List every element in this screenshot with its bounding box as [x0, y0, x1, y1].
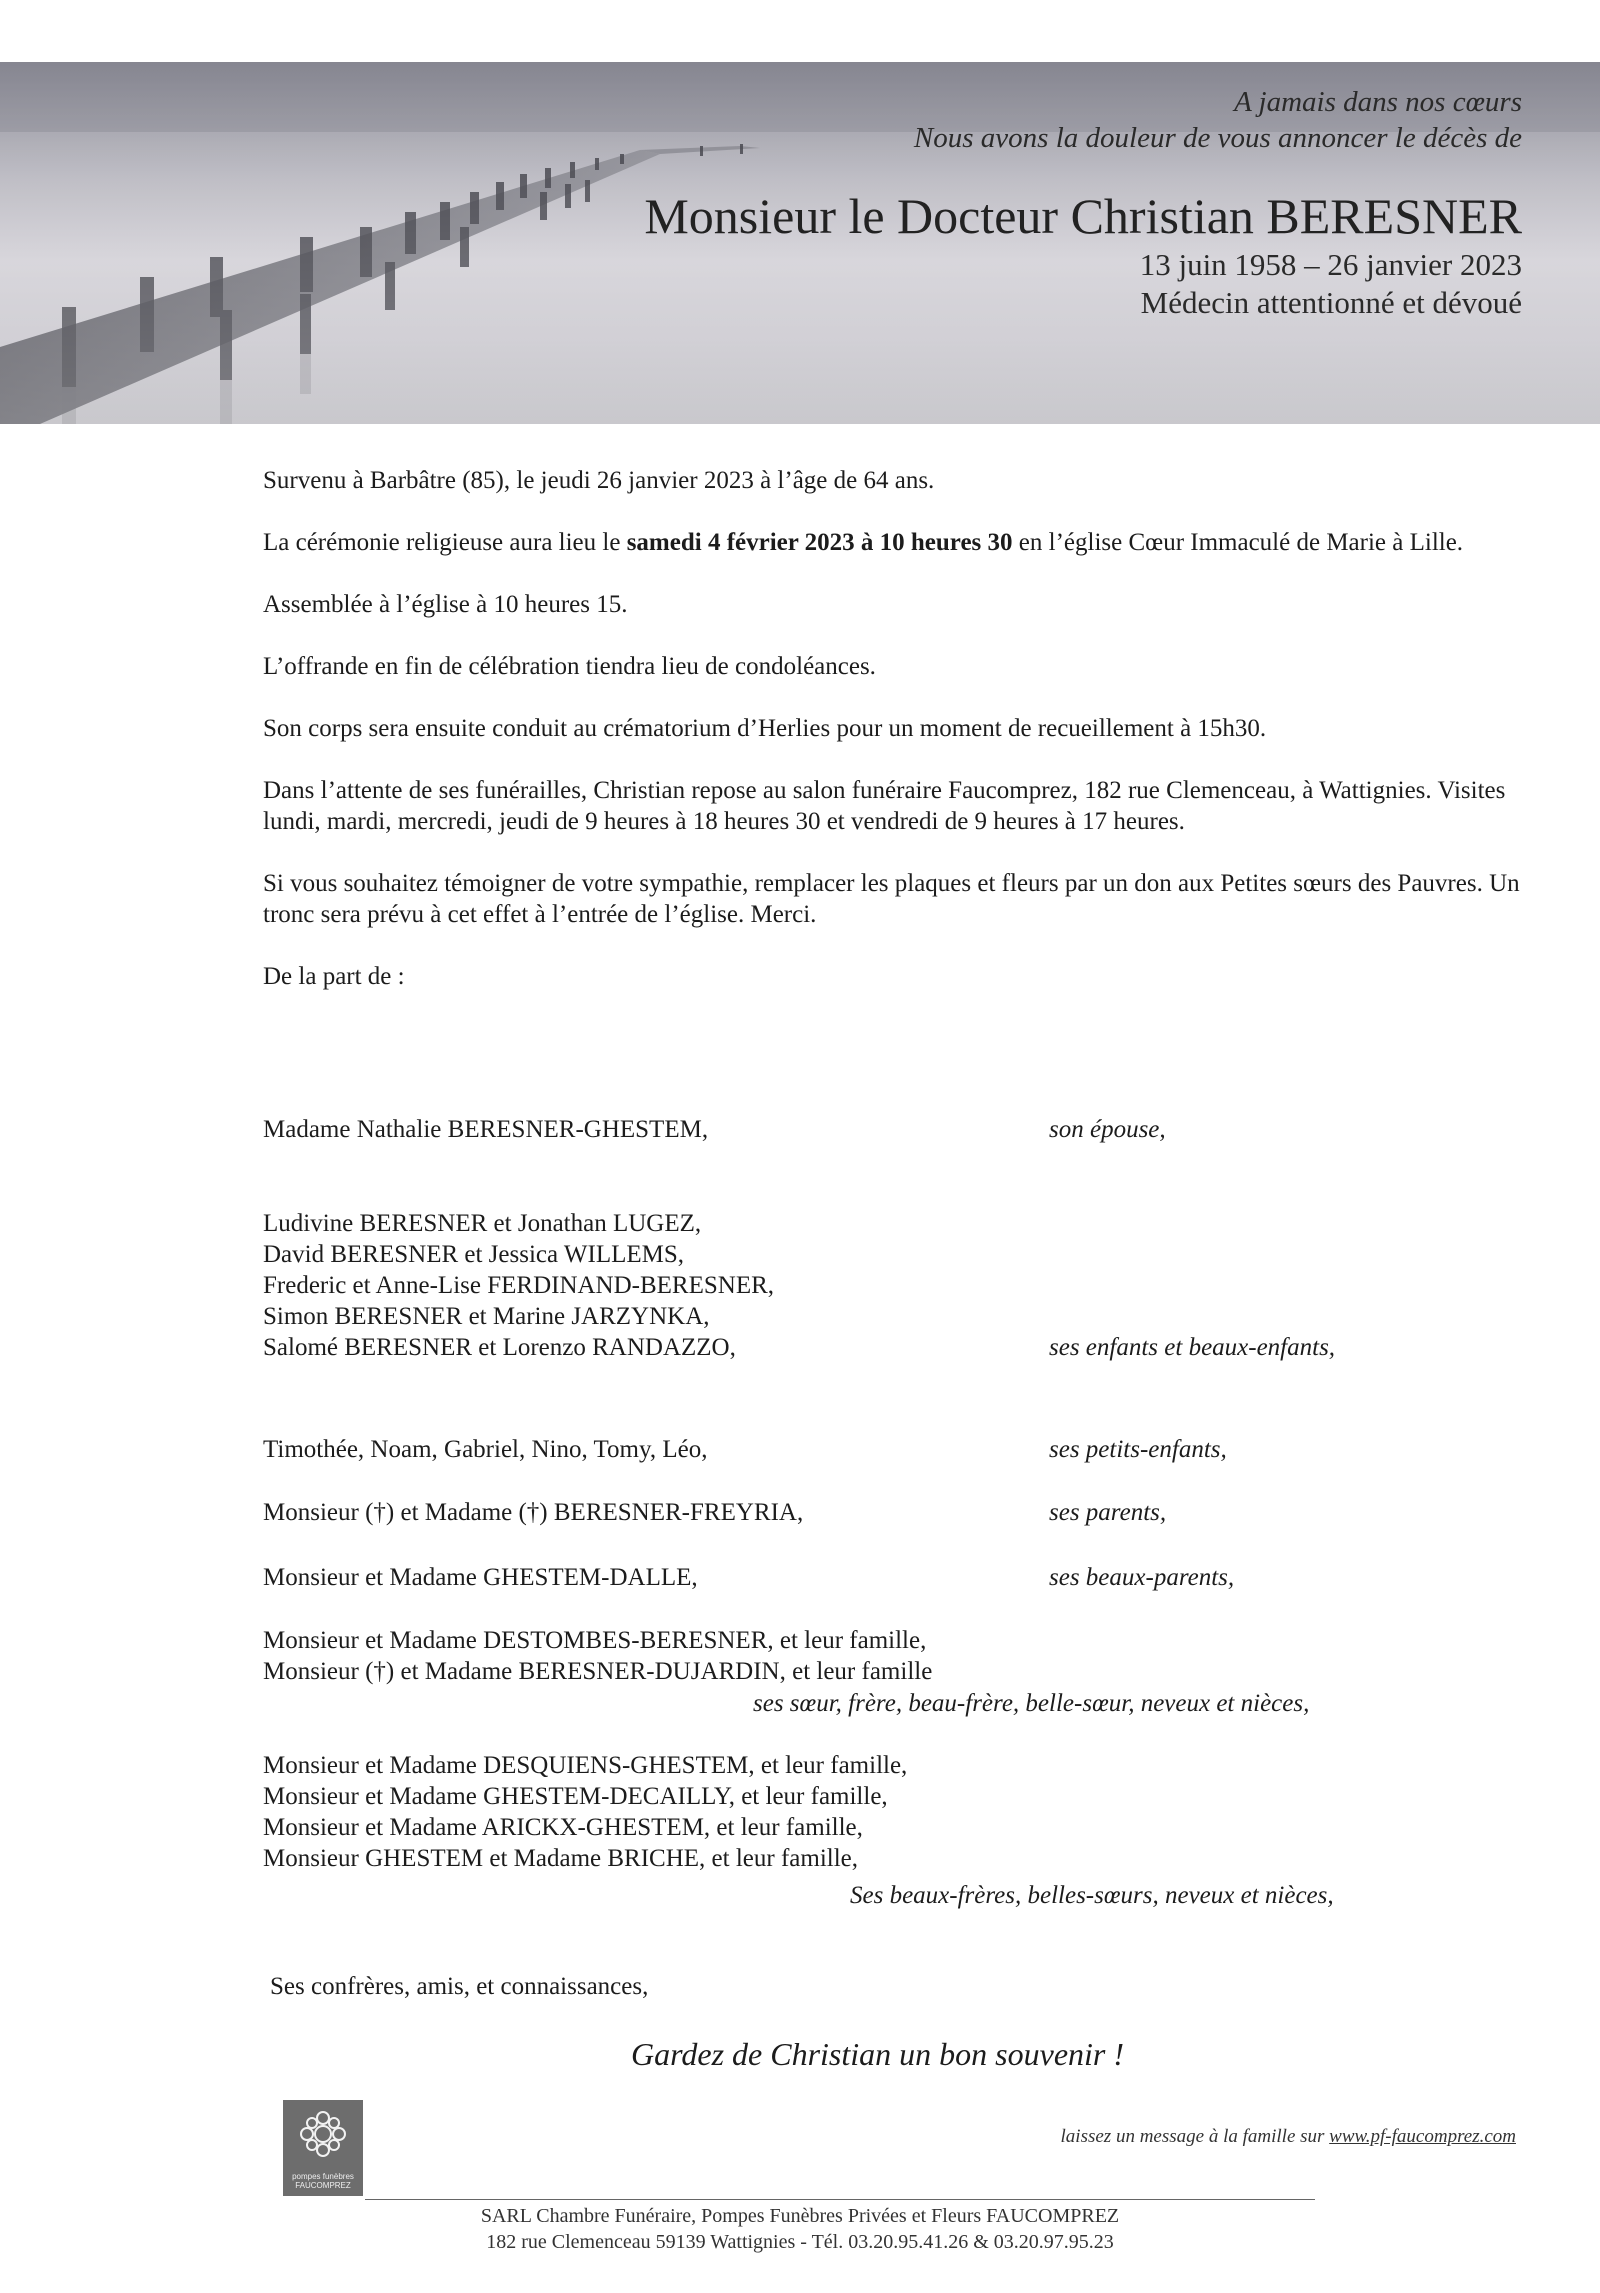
list-item: Ludivine BERESNER et Jonathan LUGEZ,: [263, 1210, 702, 1237]
others-line: Ses confrères, amis, et connaissances,: [270, 1973, 649, 2000]
visits-notice: Dans l’attente de ses funérailles, Christian repose au salon funéraire Faucomprez, 182 rue Clemenceau, à Wattignies. Visites lundi, mardi, mercredi, jeudi de 9 heures à 18 heures 30 et vendredi de 9 heures à 17 heures.: [263, 777, 1506, 835]
list-item: Monsieur (†) et Madame BERESNER-DUJARDIN, et leur famille: [263, 1658, 933, 1685]
message-line: laissez un message à la famille sur www.pf-faucomprez.com: [1060, 2126, 1516, 2147]
list-item: Monsieur GHESTEM et Madame BRICHE, et leur famille,: [263, 1845, 859, 1872]
family-children: [263, 1208, 774, 1363]
list-item: Monsieur et Madame GHESTEM-DECAILLY, et leur famille,: [263, 1783, 888, 1810]
from-label: De la part de :: [263, 963, 405, 990]
life-dates: 13 juin 1958 – 26 janvier 2023: [1139, 247, 1522, 282]
footer-divider: [365, 2199, 1315, 2200]
banner-text: [644, 84, 1522, 322]
relation-inlaw-siblings: Ses beaux-frères, belles-sœurs, neveux et nièces,: [850, 1882, 1334, 1909]
family-grandchildren: Timothée, Noam, Gabriel, Nino, Tomy, Léo,: [263, 1436, 708, 1463]
ceremony-notice: La cérémonie religieuse aura lieu le samedi 4 février 2023 à 10 heures 30 en l’église Cœur Immaculé de Marie à Lille.: [263, 529, 1464, 556]
closing-line: Gardez de Christian un bon souvenir !: [631, 2036, 1125, 2072]
list-item: Frederic et Anne-Lise FERDINAND-BERESNER,: [263, 1272, 775, 1299]
deceased-name: Monsieur le Docteur Christian BERESNER: [644, 188, 1522, 244]
family-inlaw-siblings: [263, 1750, 907, 1874]
donation-notice: Si vous souhaitez témoigner de votre sympathie, remplacer les plaques et fleurs par un don aux Petites sœurs des Pauvres. Un tronc sera prévu à cet effet à l’entrée de l’église. Merci.: [263, 870, 1520, 928]
company-address: 182 rue Clemenceau 59139 Wattignies - Tél. 03.20.95.41.26 & 03.20.97.95.23: [486, 2231, 1114, 2253]
header-banner: [0, 62, 1600, 424]
family-inlaws: Monsieur et Madame GHESTEM-DALLE,: [263, 1564, 698, 1591]
relation-grandchildren: ses petits-enfants,: [1049, 1436, 1227, 1463]
death-notice: Survenu à Barbâtre (85), le jeudi 26 janvier 2023 à l’âge de 64 ans.: [263, 467, 935, 494]
logo-subtitle: pompes funèbres: [292, 2172, 354, 2181]
list-item: Monsieur et Madame ARICKX-GHESTEM, et leur famille,: [263, 1814, 863, 1841]
assembly-notice: Assemblée à l’église à 10 heures 15.: [263, 591, 628, 618]
announcement-body: [263, 465, 1523, 1023]
offering-notice: L’offrande en fin de célébration tiendra lieu de condoléances.: [263, 653, 876, 680]
tagline-2: Nous avons la douleur de vous annoncer le décès de: [913, 122, 1522, 154]
funeral-home-logo: [283, 2100, 363, 2196]
family-parents: Monsieur (†) et Madame (†) BERESNER-FREYRIA,: [263, 1499, 804, 1526]
logo-brand: FAUCOMPREZ: [295, 2181, 351, 2190]
relation-inlaws: ses beaux-parents,: [1049, 1564, 1235, 1591]
relation-children: ses enfants et beaux-enfants,: [1049, 1334, 1336, 1361]
website-link[interactable]: www.pf-faucomprez.com: [1329, 2126, 1516, 2147]
family-siblings: [263, 1625, 932, 1687]
relation-spouse: son épouse,: [1049, 1116, 1166, 1143]
company-name: SARL Chambre Funéraire, Pompes Funèbres Privées et Fleurs FAUCOMPREZ: [480, 2205, 1120, 2227]
relation-siblings: ses sœur, frère, beau-frère, belle-sœur, neveux et nièces,: [753, 1690, 1310, 1717]
flower-logo-icon: [283, 2100, 363, 2170]
deceased-role: Médecin attentionné et dévoué: [1140, 285, 1522, 320]
list-item: David BERESNER et Jessica WILLEMS,: [263, 1241, 685, 1268]
tagline-1: A jamais dans nos cœurs: [1234, 86, 1522, 118]
list-item: Salomé BERESNER et Lorenzo RANDAZZO,: [263, 1334, 736, 1361]
relation-parents: ses parents,: [1049, 1499, 1167, 1526]
list-item: Monsieur et Madame DESQUIENS-GHESTEM, et leur famille,: [263, 1752, 908, 1779]
list-item: Monsieur et Madame DESTOMBES-BERESNER, et leur famille,: [263, 1627, 927, 1654]
list-item: Simon BERESNER et Marine JARZYNKA,: [263, 1303, 710, 1330]
crematorium-notice: Son corps sera ensuite conduit au crématorium d’Herlies pour un moment de recueillement à 15h30.: [263, 715, 1267, 742]
ceremony-date: samedi 4 février 2023 à 10 heures 30: [626, 529, 1013, 556]
family-spouse: Madame Nathalie BERESNER-GHESTEM,: [263, 1116, 709, 1143]
